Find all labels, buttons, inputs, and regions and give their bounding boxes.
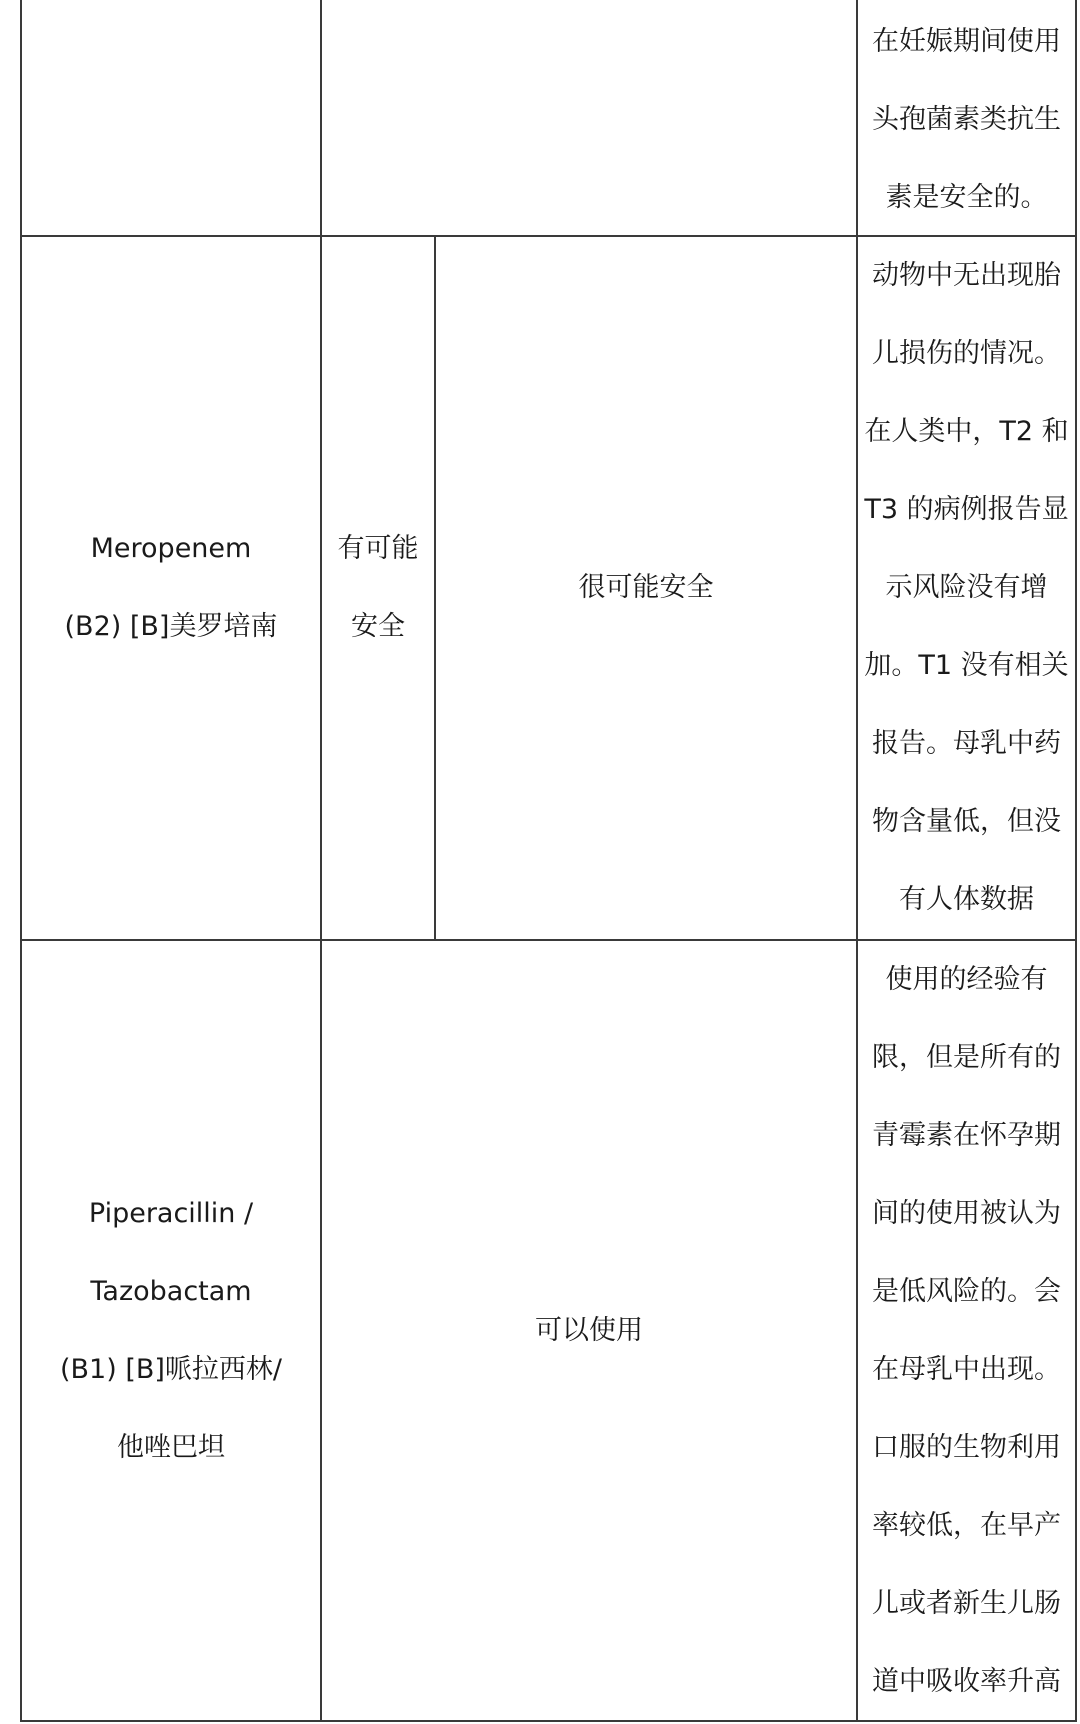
pregnancy-rating: 有可能 安全 [337, 533, 419, 642]
notes-cell [858, 941, 1075, 1720]
drug-cell [22, 941, 320, 1720]
notes-cell [858, 237, 1075, 939]
drug-name: Piperacillin / Tazobactam (B1) [B]哌拉西林/ 他唑巴坦 [59, 1197, 283, 1463]
pregnancy-cell [322, 237, 434, 939]
drug-cell [22, 237, 320, 939]
lactation-rating: 很可能安全 [578, 572, 714, 603]
drug-name: Meropenem (B2) [B]美罗培南 [64, 533, 278, 642]
notes-text: 使用的经验有 限，但是所有的 青霉素在怀孕期 间的使用被认为 是低风险的。会 在母乳中出现。 口服的生物利用 率较低，在早产 儿或者新生儿肠 道中吸收率升高 [872, 963, 1061, 1697]
table-border-right [1075, 0, 1077, 1722]
notes-cell: 在妊娠期间使用 头孢菌素类抗生 素是安全的。 [872, 25, 1061, 213]
table-row [858, 4, 1075, 235]
notes-text: 动物中无出现胎 儿损伤的情况。 在人类中，T2 和 T3 的病例报告显 示风险没有增 加。T1 没有相关 报告。母乳中药 物含量低，但没 有人体数据 [864, 260, 1069, 915]
usage-rating: 可以使用 [535, 1314, 643, 1346]
lactation-cell [436, 237, 856, 939]
usage-cell [322, 941, 856, 1720]
